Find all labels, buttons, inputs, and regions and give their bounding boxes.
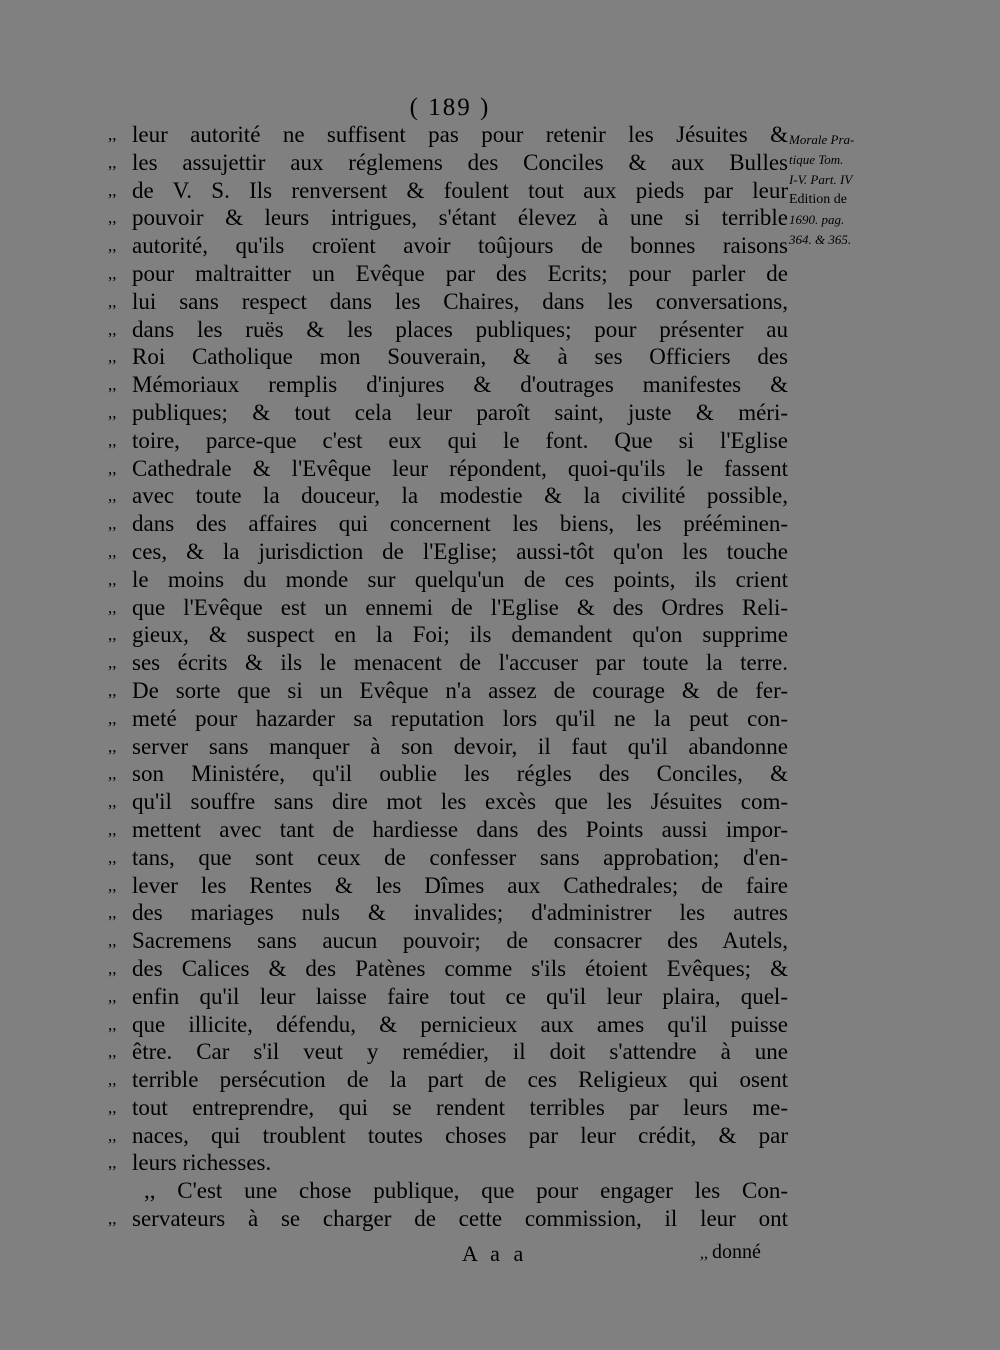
margin-note-line: 364. & 365.: [789, 232, 852, 247]
line-text: les assujettir aux réglemens des Conciles & aux Bulles: [132, 149, 788, 175]
text-line: [108, 121, 788, 149]
line-text: naces, qui troublent toutes choses par leur crédit, & par: [132, 1122, 788, 1148]
line-text: ,, C'est une chose publique, que pour engager les Con-: [144, 1178, 788, 1204]
text-line: [108, 427, 788, 455]
text-line: [108, 316, 788, 344]
text-line: [108, 510, 788, 538]
quote-mark: ,,: [108, 597, 117, 617]
quote-mark: ,,: [108, 458, 117, 478]
text-line: [108, 760, 788, 788]
text-line: [108, 343, 788, 371]
line-text: De sorte que si un Evêque n'a assez de courage & de fer-: [132, 677, 788, 703]
text-line: [108, 1149, 788, 1177]
quote-mark: ,,: [108, 986, 117, 1006]
line-text: tans, que sont ceux de confesser sans approbation; d'en-: [132, 844, 788, 870]
quote-mark: ,,: [108, 792, 117, 812]
body-text: [108, 121, 788, 1233]
quote-mark: ,,: [108, 486, 117, 506]
line-text: que illicite, défendu, & pernicieux aux ames qu'il puisse: [132, 1011, 788, 1037]
text-line: [108, 1122, 788, 1150]
text-line: [108, 482, 788, 510]
text-line: [108, 705, 788, 733]
quote-mark: ,,: [108, 958, 117, 978]
text-line: [108, 288, 788, 316]
quote-mark: ,,: [108, 653, 117, 673]
line-text: qu'il souffre sans dire mot les excès que les Jésuites com-: [132, 789, 788, 815]
line-text: de V. S. Ils renversent & foulent tout aux pieds par leur: [132, 177, 788, 203]
line-text: le moins du monde sur quelqu'un de ces points, ils crient: [132, 566, 788, 592]
line-text: publiques; & tout cela leur paroît saint, juste & méri-: [132, 399, 788, 425]
line-text: que l'Evêque est un ennemi de l'Eglise & des Ordres Reli-: [132, 594, 788, 620]
text-line: [108, 1011, 788, 1039]
quote-mark: ,,: [108, 1070, 117, 1090]
quote-mark: ,,: [108, 125, 117, 144]
line-text: Sacremens sans aucun pouvoir; de consacrer des Autels,: [132, 928, 788, 954]
quote-mark: ,,: [108, 430, 117, 450]
line-text: lui sans respect dans les Chaires, dans les conversations,: [132, 288, 788, 314]
line-text: server sans manquer à son devoir, il faut qu'il abandonne: [132, 733, 788, 759]
text-line: [108, 1038, 788, 1066]
quote-mark: ,,: [108, 764, 117, 784]
line-text: des mariages nuls & invalides; d'administrer les autres: [132, 900, 788, 926]
quote-mark: ,,: [108, 541, 117, 561]
quote-mark: ,,: [108, 152, 117, 172]
margin-note: [789, 130, 899, 250]
text-line: [108, 983, 788, 1011]
quote-mark: ,,: [108, 208, 117, 228]
page-number: ( 189 ): [409, 94, 491, 121]
signature-mark: A a a: [462, 1241, 528, 1266]
line-text: être. Car s'il veut y remédier, il doit s'attendre à une: [132, 1039, 788, 1065]
catchword-text: donné: [712, 1241, 761, 1263]
quote-mark: ,,: [108, 1125, 117, 1145]
text-line: [108, 455, 788, 483]
line-text: terrible persécution de la part de ces Religieux qui osent: [132, 1067, 788, 1093]
line-text: Roi Catholique mon Souverain, & à ses Officiers des: [132, 344, 788, 370]
line-text: Cathedrale & l'Evêque leur répondent, quoi-qu'ils le fassent: [132, 455, 788, 481]
line-text: leurs richesses.: [132, 1150, 272, 1176]
line-text: leur autorité ne suffisent pas pour retenir les Jésuites &: [132, 122, 788, 147]
quote-mark: ,,: [108, 180, 117, 200]
text-line: [108, 204, 788, 232]
text-line: [108, 149, 788, 177]
quote-mark: ,,: [108, 1209, 117, 1229]
quote-mark: ,,: [108, 1153, 117, 1173]
text-line: [108, 844, 788, 872]
line-text: dans des affaires qui concernent les biens, les prééminen-: [132, 511, 788, 537]
margin-note-line: 1690. pag.: [789, 212, 845, 227]
text-line: [108, 677, 788, 705]
quote-mark: ,,: [108, 402, 117, 422]
quote-mark: ,,: [108, 708, 117, 728]
text-line: [108, 621, 788, 649]
line-text: lever les Rentes & les Dîmes aux Cathedrales; de faire: [132, 872, 788, 898]
line-text: ces, & la jurisdiction de l'Eglise; aussi-tôt qu'on les touche: [132, 538, 788, 564]
line-text: avec toute la douceur, la modestie & la civilité possible,: [132, 483, 788, 509]
line-text: son Ministére, qu'il oublie les régles des Conciles, &: [132, 761, 788, 787]
quote-mark: ,,: [108, 903, 117, 923]
quote-mark: ,,: [108, 347, 117, 367]
text-line: [108, 1177, 788, 1205]
quote-mark: ,,: [108, 1042, 117, 1062]
quote-mark: ,,: [108, 263, 117, 283]
text-line: [108, 872, 788, 900]
line-text: enfin qu'il leur laisse faire tout ce qu'il leur plaira, quel-: [132, 983, 788, 1009]
quote-mark: ,,: [108, 291, 117, 311]
quote-mark: ,,: [108, 514, 117, 534]
text-line: [108, 260, 788, 288]
catchword: [700, 1241, 761, 1264]
margin-note-line: Edition de: [789, 192, 847, 207]
quote-mark: ,,: [108, 875, 117, 895]
text-line: [108, 399, 788, 427]
quote-mark: ,,: [108, 1097, 117, 1117]
text-line: [108, 594, 788, 622]
text-line: [108, 1094, 788, 1122]
line-text: dans les ruës & les places publiques; pour présenter au: [132, 316, 788, 342]
text-line: [108, 371, 788, 399]
catchword-quote: ,,: [700, 1245, 708, 1262]
text-line: [108, 733, 788, 761]
quote-mark: ,,: [108, 569, 117, 589]
line-text: servateurs à se charger de cette commission, il leur ont: [132, 1206, 788, 1232]
text-line: [108, 538, 788, 566]
text-line: [108, 899, 788, 927]
quote-mark: ,,: [108, 319, 117, 339]
text-line: [108, 927, 788, 955]
quote-mark: ,,: [108, 1014, 117, 1034]
quote-mark: ,,: [108, 236, 117, 256]
line-text: autorité, qu'ils croïent avoir toûjours de bonnes raisons: [132, 233, 788, 259]
line-text: mettent avec tant de hardiesse dans des Points aussi impor-: [132, 816, 788, 842]
quote-mark: ,,: [108, 819, 117, 839]
text-line: [108, 177, 788, 205]
text-line: [108, 816, 788, 844]
line-text: toire, parce-que c'est eux qui le font. Que si l'Eglise: [132, 427, 788, 453]
quote-mark: ,,: [108, 847, 117, 867]
quote-mark: ,,: [108, 736, 117, 756]
line-text: pouvoir & leurs intrigues, s'étant élevez à une si terrible: [132, 205, 788, 231]
line-text: pour maltraitter un Evêque par des Ecrits; pour parler de: [132, 260, 788, 286]
quote-mark: ,,: [108, 375, 117, 395]
margin-note-line: tique Tom.: [789, 152, 844, 167]
line-text: gieux, & suspect en la Foi; ils demandent qu'on supprime: [132, 622, 788, 648]
quote-mark: ,,: [108, 625, 117, 645]
text-line: [108, 232, 788, 260]
margin-note-line: Morale Pra-: [789, 132, 855, 147]
text-line: [108, 566, 788, 594]
line-text: meté pour hazarder sa reputation lors qu'il ne la peut con-: [132, 705, 788, 731]
text-line: [108, 955, 788, 983]
text-line: [108, 788, 788, 816]
text-line: [108, 1066, 788, 1094]
line-text: Mémoriaux remplis d'injures & d'outrages manifestes &: [132, 372, 788, 398]
quote-mark: ,,: [108, 931, 117, 951]
line-text: tout entreprendre, qui se rendent terribles par leurs me-: [132, 1094, 788, 1120]
text-line: [108, 649, 788, 677]
quote-mark: ,,: [108, 680, 117, 700]
line-text: ses écrits & ils le menacent de l'accuser par toute la terre.: [132, 650, 788, 676]
text-line: [108, 1205, 788, 1233]
line-text: des Calices & des Patènes comme s'ils étoient Evêques; &: [132, 955, 788, 981]
margin-note-line: I-V. Part. IV: [789, 172, 853, 187]
